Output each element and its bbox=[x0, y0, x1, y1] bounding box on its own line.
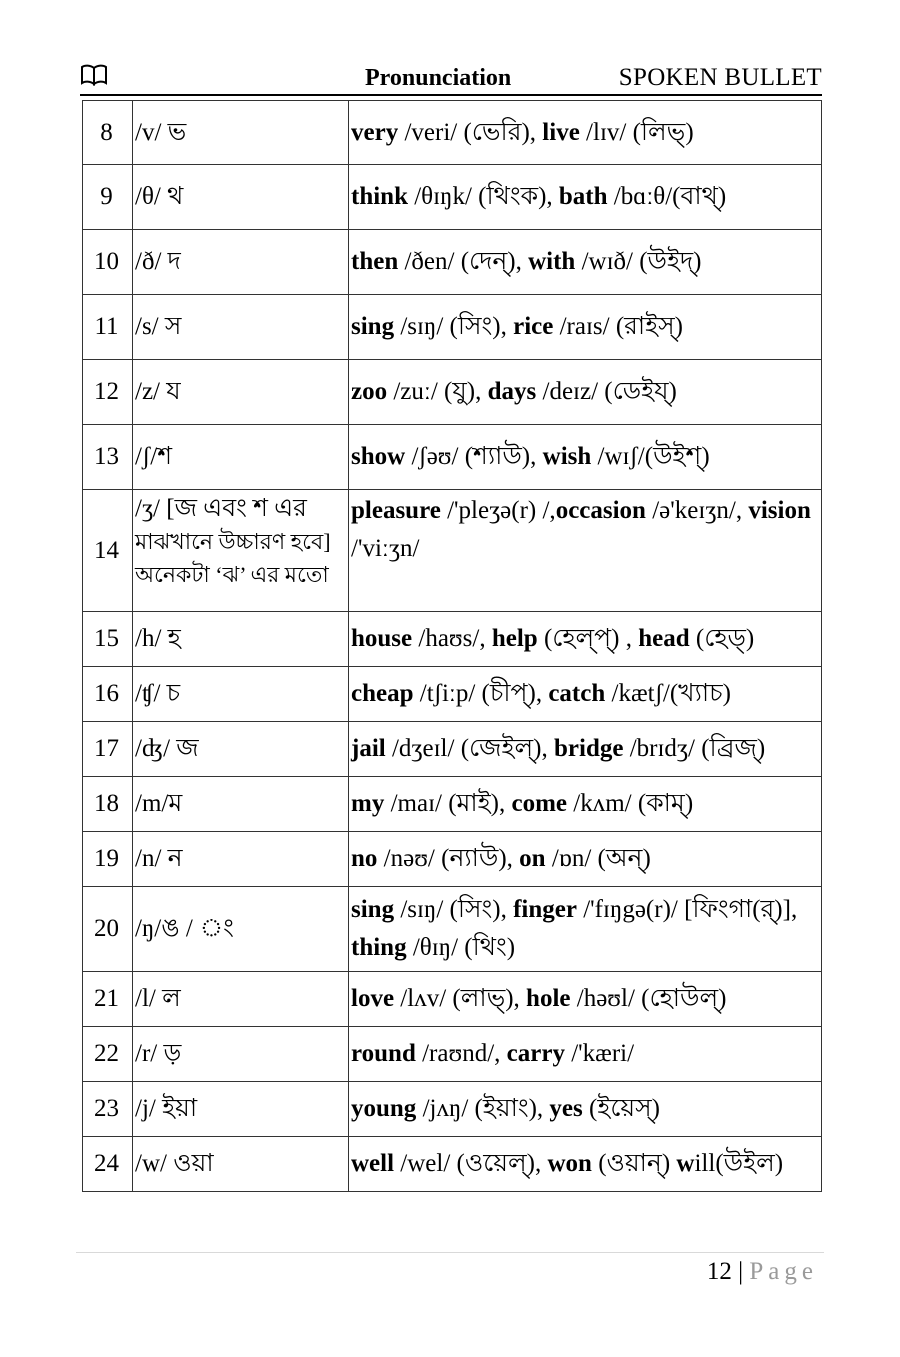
example-words bbox=[349, 360, 822, 425]
transcription: /kʌm/ (কাম্) bbox=[567, 790, 694, 817]
example-words bbox=[349, 490, 822, 612]
table-row bbox=[83, 612, 822, 667]
phoneme-symbol: /ð/ দ bbox=[133, 230, 349, 295]
example-word: catch bbox=[548, 680, 606, 707]
phoneme-symbol: /w/ ওয়া bbox=[133, 1137, 349, 1192]
example-words bbox=[349, 612, 822, 667]
transcription: /sɪŋ/ (সিং), bbox=[394, 896, 514, 923]
table-row bbox=[83, 887, 822, 972]
transcription: /lʌv/ (লাভ্), bbox=[394, 985, 527, 1012]
phoneme-symbol: /l/ ল bbox=[133, 972, 349, 1027]
example-word: come bbox=[511, 790, 568, 817]
example-words bbox=[349, 667, 822, 722]
example-word: on bbox=[519, 845, 546, 872]
table-row bbox=[83, 101, 822, 165]
phoneme-symbol: /n/ ন bbox=[133, 832, 349, 887]
example-word: help bbox=[491, 625, 538, 652]
example-word: days bbox=[487, 378, 537, 405]
example-word: jail bbox=[351, 735, 386, 762]
phoneme-symbol: /θ/ থ bbox=[133, 165, 349, 230]
table-row bbox=[83, 722, 822, 777]
transcription: (হেড্) bbox=[689, 625, 755, 652]
example-word: head bbox=[638, 625, 690, 652]
example-word: round bbox=[351, 1040, 416, 1067]
example-words bbox=[349, 1137, 822, 1192]
example-word: wish bbox=[542, 443, 592, 470]
transcription: /raɪs/ (রাইস্) bbox=[553, 313, 684, 340]
phoneme-symbol: /ʃ/শ bbox=[133, 425, 349, 490]
transcription: /brɪdʒ/ (ব্রিজ্) bbox=[623, 735, 766, 762]
table-row bbox=[83, 360, 822, 425]
example-word: pleasure bbox=[351, 497, 441, 524]
row-number: 21 bbox=[83, 972, 133, 1027]
row-number: 13 bbox=[83, 425, 133, 490]
row-number: 22 bbox=[83, 1027, 133, 1082]
phoneme-symbol: /ŋ/ঙ / ং bbox=[133, 887, 349, 972]
example-word: thing bbox=[351, 934, 407, 961]
transcription: (ওয়ান্) bbox=[591, 1150, 677, 1177]
transcription: /raʊnd/, bbox=[415, 1040, 507, 1067]
transcription: /nəʊ/ (ন্যাউ), bbox=[377, 845, 520, 872]
row-number: 16 bbox=[83, 667, 133, 722]
row-number: 10 bbox=[83, 230, 133, 295]
phoneme-note-line: অনেকটা ‘ঝ’ এর মতো bbox=[135, 562, 329, 587]
transcription: /ðen/ (দেন্), bbox=[398, 248, 529, 275]
example-word: bridge bbox=[554, 735, 624, 762]
transcription: /dʒeɪl/ (জেইল্), bbox=[385, 735, 554, 762]
example-words bbox=[349, 777, 822, 832]
page-number: 12 bbox=[706, 1258, 732, 1285]
table-row bbox=[83, 832, 822, 887]
example-word: cheap bbox=[351, 680, 414, 707]
example-word: zoo bbox=[351, 378, 388, 405]
example-word: live bbox=[542, 118, 580, 146]
row-number: 19 bbox=[83, 832, 133, 887]
transcription: /ɒn/ (অন্) bbox=[545, 845, 651, 872]
example-word: won bbox=[547, 1150, 592, 1177]
example-words bbox=[349, 295, 822, 360]
transcription: /həʊl/ (হোউল্) bbox=[570, 985, 727, 1012]
phoneme-symbol: /r/ ড় bbox=[133, 1027, 349, 1082]
transcription: /zuː/ (যু), bbox=[387, 378, 488, 405]
example-words bbox=[349, 425, 822, 490]
example-word: occasion bbox=[555, 497, 646, 524]
example-word: show bbox=[351, 443, 406, 470]
phoneme-symbol bbox=[133, 490, 349, 612]
brand-name: SPOKEN BULLET bbox=[618, 64, 822, 91]
transcription: /'pleʒə(r) /, bbox=[440, 497, 556, 524]
example-words bbox=[349, 230, 822, 295]
row-number: 17 bbox=[83, 722, 133, 777]
transcription: /θɪŋk/ (থিংক), bbox=[407, 183, 559, 210]
example-word: finger bbox=[513, 896, 577, 923]
transcription: ill(উইল) bbox=[694, 1150, 784, 1177]
transcription: /kætʃ/(খ্যাচ) bbox=[605, 680, 731, 707]
footer-separator: | bbox=[738, 1258, 744, 1285]
example-word: very bbox=[351, 118, 399, 146]
transcription: (ইয়েস্) bbox=[582, 1095, 660, 1122]
example-words bbox=[349, 165, 822, 230]
transcription: /wɪʃ/(উইশ্) bbox=[591, 443, 710, 470]
example-word: bath bbox=[558, 183, 608, 210]
example-word: well bbox=[351, 1150, 395, 1177]
transcription: /jʌŋ/ (ইয়াং), bbox=[416, 1095, 550, 1122]
pronunciation-table bbox=[82, 100, 822, 1192]
table-row bbox=[83, 230, 822, 295]
table-row bbox=[83, 1082, 822, 1137]
transcription: /veri/ (ভেরি), bbox=[398, 118, 543, 146]
open-book-icon bbox=[80, 64, 108, 86]
page-label: Page bbox=[749, 1258, 818, 1285]
row-number: 12 bbox=[83, 360, 133, 425]
transcription: /bɑːθ/(বাথ্) bbox=[607, 183, 727, 210]
row-number: 15 bbox=[83, 612, 133, 667]
phoneme-symbol: /v/ ভ bbox=[133, 101, 349, 165]
transcription: /lɪv/ (লিভ্) bbox=[579, 118, 694, 146]
transcription: /wel/ (ওয়েল্), bbox=[394, 1150, 548, 1177]
example-word: w bbox=[676, 1150, 695, 1177]
example-words bbox=[349, 972, 822, 1027]
phoneme-symbol: /ʧ/ চ bbox=[133, 667, 349, 722]
table-row bbox=[83, 425, 822, 490]
transcription: /maɪ/ (মাই), bbox=[384, 790, 512, 817]
table-row bbox=[83, 490, 822, 612]
example-word: no bbox=[351, 845, 378, 872]
phoneme-symbol: /h/ হ bbox=[133, 612, 349, 667]
example-word: carry bbox=[506, 1040, 565, 1067]
transcription: /deɪz/ (ডেইয্) bbox=[536, 378, 677, 405]
transcription: /'viːʒn/ bbox=[351, 535, 420, 562]
example-word: young bbox=[351, 1095, 417, 1122]
example-words bbox=[349, 832, 822, 887]
phoneme-note-line: /ʒ/ [জ এবং শ এর bbox=[135, 495, 307, 522]
row-number: 9 bbox=[83, 165, 133, 230]
table-row bbox=[83, 972, 822, 1027]
row-number: 24 bbox=[83, 1137, 133, 1192]
transcription: /sɪŋ/ (সিং), bbox=[394, 313, 514, 340]
phoneme-symbol: /z/ য bbox=[133, 360, 349, 425]
example-word: with bbox=[528, 248, 576, 275]
phoneme-symbol: /j/ ইয়া bbox=[133, 1082, 349, 1137]
row-number: 11 bbox=[83, 295, 133, 360]
row-number: 18 bbox=[83, 777, 133, 832]
transcription: /'kæri/ bbox=[564, 1040, 635, 1067]
example-word: sing bbox=[351, 313, 395, 340]
example-word: sing bbox=[351, 896, 395, 923]
phoneme-symbol: /ʤ/ জ bbox=[133, 722, 349, 777]
page-footer bbox=[707, 1258, 818, 1286]
table-row bbox=[83, 777, 822, 832]
transcription: /haʊs/, bbox=[412, 625, 492, 652]
row-number: 23 bbox=[83, 1082, 133, 1137]
row-number: 20 bbox=[83, 887, 133, 972]
table-row bbox=[83, 1027, 822, 1082]
page-title: Pronunciation bbox=[365, 65, 512, 91]
phoneme-note-line: মাঝখানে উচ্চারণ হবে] bbox=[135, 529, 331, 554]
footer-divider bbox=[76, 1252, 824, 1253]
example-word: hole bbox=[526, 985, 571, 1012]
page-header bbox=[80, 60, 822, 96]
row-number: 8 bbox=[83, 101, 133, 165]
table-row bbox=[83, 165, 822, 230]
phoneme-symbol: /m/ম bbox=[133, 777, 349, 832]
transcription: /ʃəʊ/ (শ্যাউ), bbox=[405, 443, 543, 470]
table-row bbox=[83, 667, 822, 722]
transcription: /ə'keɪʒn/, bbox=[645, 497, 749, 524]
transcription: (হেল্প্) , bbox=[537, 625, 639, 652]
example-word: yes bbox=[549, 1095, 583, 1122]
table-row bbox=[83, 1137, 822, 1192]
example-word: then bbox=[351, 248, 399, 275]
table-row bbox=[83, 295, 822, 360]
example-words bbox=[349, 101, 822, 165]
example-words bbox=[349, 1027, 822, 1082]
example-word: my bbox=[351, 790, 385, 817]
transcription: /wɪð/ (উইদ্) bbox=[575, 248, 702, 275]
transcription: /'fɪŋgə(r)/ [ফিংগা(র্)], bbox=[576, 896, 798, 923]
transcription: /tʃiːp/ (চীপ্), bbox=[413, 680, 549, 707]
example-words bbox=[349, 722, 822, 777]
phoneme-symbol: /s/ স bbox=[133, 295, 349, 360]
example-word: think bbox=[351, 183, 408, 210]
example-words bbox=[349, 887, 822, 972]
transcription: /θɪŋ/ (থিং) bbox=[406, 934, 516, 961]
example-word: vision bbox=[748, 497, 811, 524]
example-word: house bbox=[351, 625, 413, 652]
example-words bbox=[349, 1082, 822, 1137]
example-word: love bbox=[351, 985, 395, 1012]
example-word: rice bbox=[513, 313, 554, 340]
row-number: 14 bbox=[83, 490, 133, 612]
